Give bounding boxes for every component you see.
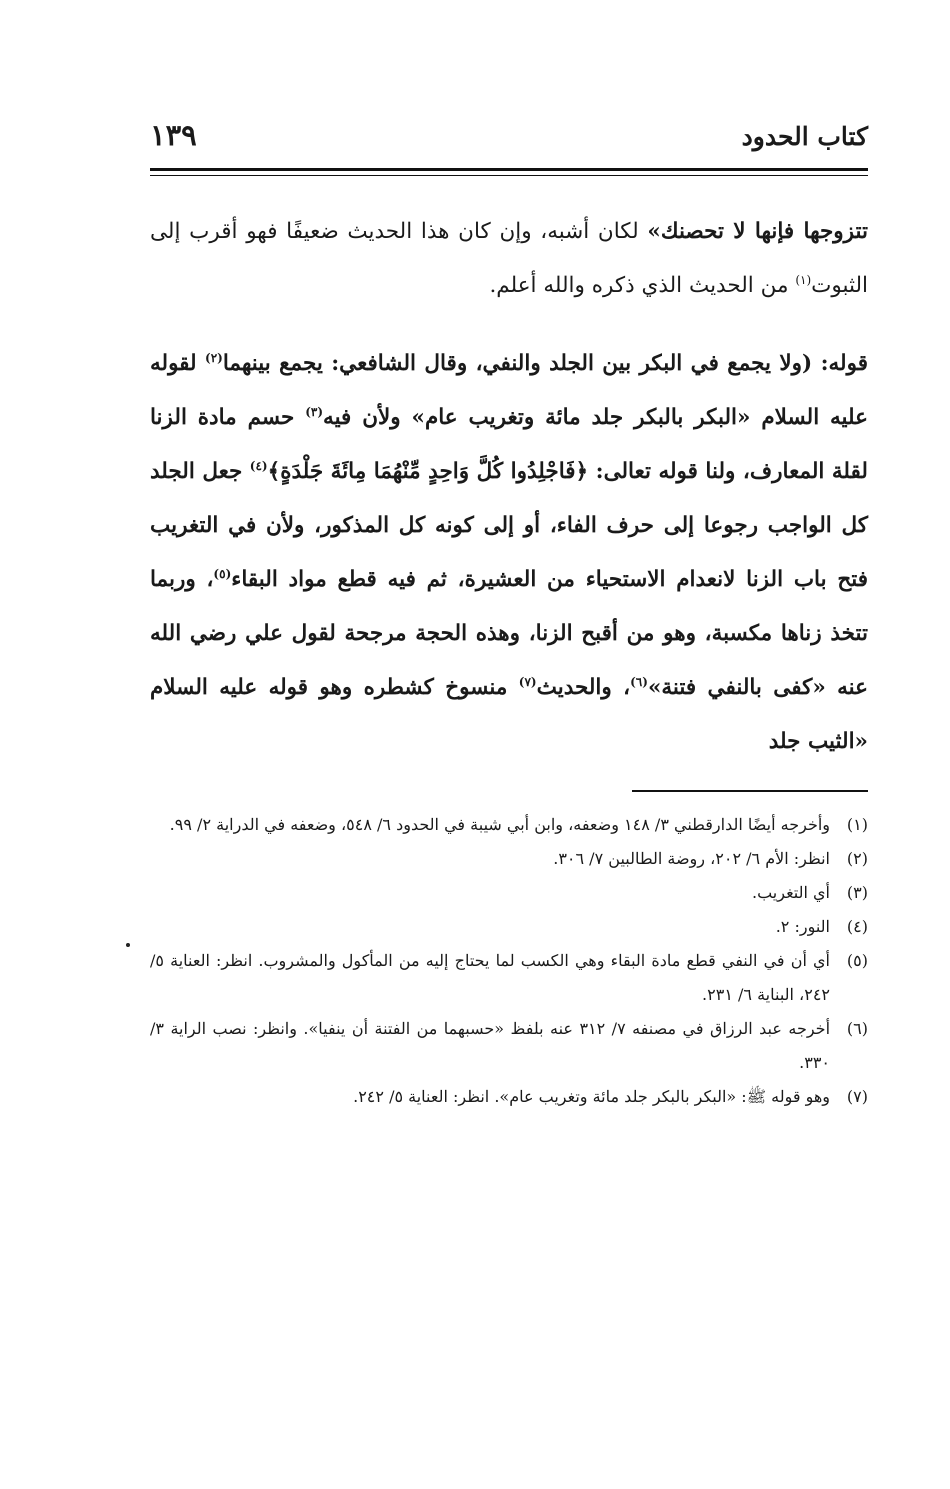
scan-speck [126,943,130,947]
footnote-number: (٥) [846,951,868,970]
footnote-number: (٦) [846,1019,868,1038]
footnote-item [150,944,868,1012]
footnote-text: أي التغريب. [752,883,830,902]
page-number: ١٣٩ [150,118,197,152]
footnote-ref-5: (٥) [213,566,232,581]
footnote-ref-4: (٤) [249,458,268,473]
paragraph-2-part-f: ، والحديث [536,675,631,700]
footnote-number: (١) [846,815,868,834]
footnote-text: انظر: الأم ٦/ ٢٠٢، روضة الطالبين ٧/ ٣٠٦. [553,849,830,868]
footnote-text: النور: ٢. [775,917,830,936]
header-rule-thick [150,168,868,171]
footnote-text: وهو قوله ﷺ: «البكر بالبكر جلد مائة وتغريب عام». انظر: العناية ٥/ ٢٤٢. [353,1087,830,1106]
footnote-item [150,1012,868,1080]
paragraph-2 [150,337,868,769]
footnotes [150,808,868,1114]
paragraph-2-part-e: ، وربما تتخذ زناها مكسبة، وهو من أقبح الزنا، وهذه الحجة مرجحة لقول علي رضي الله عنه «كفى بالنفي فتنة» [150,567,869,700]
running-title: كتاب الحدود [741,122,868,151]
footnote-item [150,910,868,944]
footnote-item [150,1080,868,1114]
paragraph-2-part-b: لقوله عليه السلام «البكر بالبكر جلد مائة وتغريب عام» ولأن فيه [150,351,868,430]
footnote-number: (٧) [846,1087,868,1106]
footnote-text: وأخرجه أيضًا الدارقطني ٣/ ١٤٨ وضعفه، وابن أبي شيبة في الحدود ٦/ ٥٤٨، وضعفه في الدراية ٢/ ٩٩. [169,815,830,834]
main-text [150,205,868,769]
footnote-item [150,876,868,910]
footnote-ref-6: (٦) [630,674,648,689]
footnote-ref-1: (١) [795,272,812,287]
footnote-number: (٤) [846,917,868,936]
paragraph-1 [150,205,868,313]
paragraph-2-part-d: جعل الجلد كل الواجب رجوعا إلى حرف الفاء، أو إلى كونه كل المذكور، ولأن في التغريب فتح باب الزنا لانعدام الاستحياء من العشيرة، ثم فيه قطع مواد البقاء [150,459,868,592]
footnote-ref-7: (٧) [518,674,537,689]
footnote-text: أي أن في النفي قطع مادة البقاء وهي الكسب لما يحتاج إليه من المأكول والمشروب. انظر: العناية ٥/ ٢٤٢، البناية ٦/ ٢٣١. [150,951,830,1004]
paragraph-1-text-end: من الحديث الذي ذكره والله أعلم. [489,273,796,298]
header-rule-thin [150,175,868,176]
footnote-item [150,842,868,876]
quoted-hadith-bold: تتزوجها فإنها لا تحصنك» [647,219,868,244]
page-header [150,118,868,164]
footnote-item [150,808,868,842]
paragraph-2-part-g: منسوخ كشطره وهو قوله عليه السلام «الثيب جلد [150,675,868,754]
footnote-ref-3: (٣) [305,404,324,419]
footnote-ref-2: (٢) [205,350,223,365]
paragraph-2-part-a: قوله: (ولا يجمع في البكر بين الجلد والنفي، وقال الشافعي: يجمع بينهما [222,351,868,376]
paragraph-2-part-c: حسم مادة الزنا لقلة المعارف، ولنا قوله تعالى: ﴿فَاجْلِدُوا كُلَّ وَاحِدٍ مِّنْهُمَا مِائَةَ جَلْدَةٍ﴾ [150,405,868,484]
footnote-number: (٣) [846,883,868,902]
paragraph-1-text: لكان أشبه، وإن كان هذا الحديث ضعيفًا فهو أقرب إلى الثبوت [150,219,868,298]
footnote-separator [632,790,868,792]
footnote-text: أخرجه عبد الرزاق في مصنفه ٧/ ٣١٢ عنه بلفظ «حسبهما من الفتنة أن ينفيا». وانظر: نصب الراية ٣/ ٣٣٠. [150,1019,831,1072]
footnote-number: (٢) [846,849,868,868]
